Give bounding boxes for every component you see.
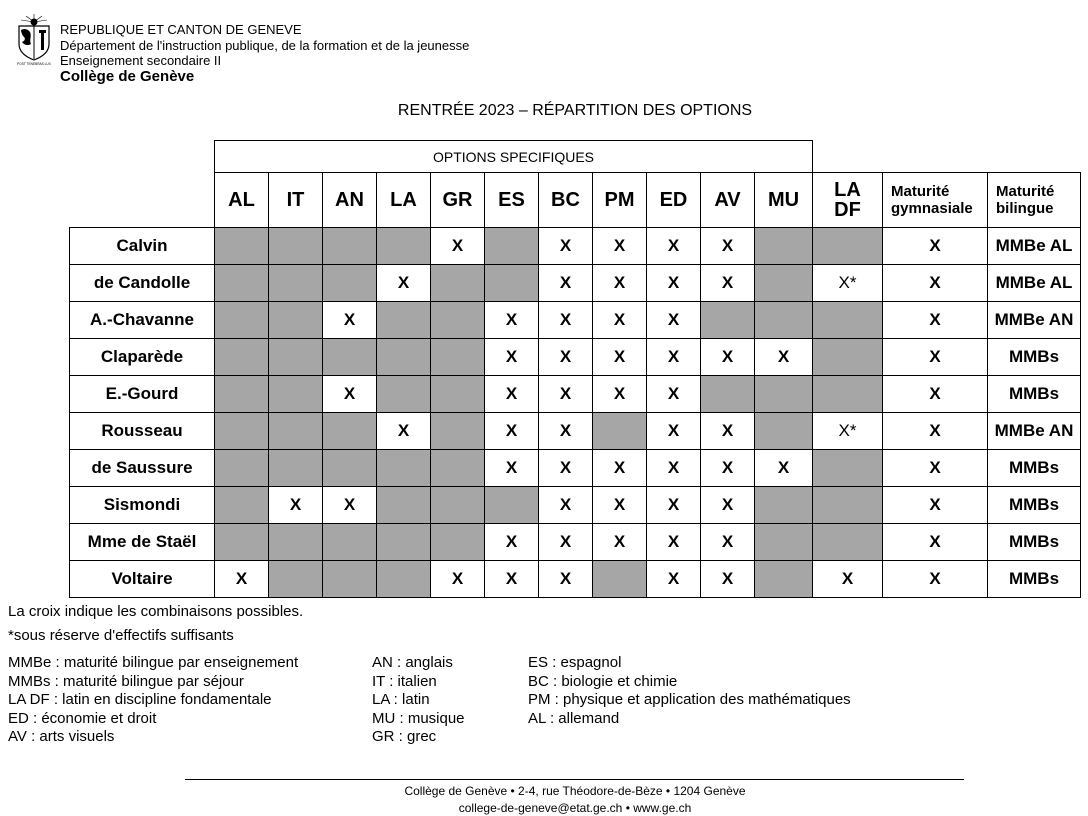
table-row bbox=[70, 265, 1081, 302]
legend-item: LA : latin bbox=[372, 691, 430, 708]
option-cell: X bbox=[539, 339, 593, 376]
ladf-cell: X bbox=[813, 561, 883, 598]
option-cell: X bbox=[701, 339, 755, 376]
option-cell: X bbox=[593, 524, 647, 561]
document-title: RENTRÉE 2023 – RÉPARTITION DES OPTIONS bbox=[397, 102, 753, 119]
option-cell: X bbox=[701, 487, 755, 524]
option-cell: X bbox=[647, 302, 701, 339]
table-row bbox=[70, 339, 1081, 376]
school-name: Calvin bbox=[70, 228, 215, 265]
option-cell bbox=[755, 302, 813, 339]
option-cell bbox=[215, 302, 269, 339]
option-cell: X bbox=[539, 376, 593, 413]
option-cell bbox=[431, 302, 485, 339]
maturite-bilingue-cell: MMBs bbox=[988, 487, 1081, 524]
option-cell: X bbox=[539, 228, 593, 265]
option-cell bbox=[269, 339, 323, 376]
legend-item: AV : arts visuels bbox=[8, 728, 115, 745]
geneva-crest-logo bbox=[14, 14, 54, 66]
header-department: Département de l'instruction publique, de la formation et de la jeunesse bbox=[60, 38, 470, 53]
col-header-maturite-gymnasiale bbox=[883, 173, 988, 228]
option-cell: X bbox=[539, 561, 593, 598]
maturite-gymnasiale-cell: X bbox=[883, 487, 988, 524]
note-asterisk: *sous réserve d'effectifs suffisants bbox=[8, 627, 234, 644]
school-name: Sismondi bbox=[70, 487, 215, 524]
ladf-cell bbox=[813, 450, 883, 487]
option-cell: X bbox=[323, 487, 377, 524]
maturite-gymnasiale-cell: X bbox=[883, 302, 988, 339]
option-cell: X bbox=[701, 561, 755, 598]
option-cell bbox=[269, 450, 323, 487]
option-cell: X bbox=[701, 228, 755, 265]
options-table bbox=[69, 140, 1081, 598]
col-header-bil-line2: bilingue bbox=[996, 200, 1054, 217]
legend-column-3 bbox=[528, 654, 851, 728]
maturite-gymnasiale-cell: X bbox=[883, 265, 988, 302]
option-cell bbox=[269, 228, 323, 265]
option-cell bbox=[593, 561, 647, 598]
header-college: Collège de Genève bbox=[60, 68, 195, 85]
option-cell: X bbox=[593, 487, 647, 524]
option-cell bbox=[701, 376, 755, 413]
table-row bbox=[70, 450, 1081, 487]
option-cell bbox=[431, 376, 485, 413]
option-cell bbox=[215, 450, 269, 487]
option-cell bbox=[755, 524, 813, 561]
table-row bbox=[70, 228, 1081, 265]
legend-item: ES : espagnol bbox=[528, 654, 622, 671]
table-row bbox=[70, 561, 1081, 598]
crest-motto: POST TENEBRAS LUX bbox=[17, 62, 51, 66]
option-cell bbox=[755, 561, 813, 598]
table-row bbox=[70, 376, 1081, 413]
note-cross-meaning: La croix indique les combinaisons possibles. bbox=[8, 603, 304, 620]
col-header: AV bbox=[701, 173, 755, 228]
option-cell: X bbox=[647, 487, 701, 524]
maturite-bilingue-cell: MMBe AN bbox=[988, 413, 1081, 450]
option-cell bbox=[755, 413, 813, 450]
school-name: Rousseau bbox=[70, 413, 215, 450]
table-row bbox=[70, 413, 1081, 450]
legend-column-1 bbox=[8, 654, 298, 747]
ladf-cell bbox=[813, 228, 883, 265]
option-cell: X bbox=[701, 524, 755, 561]
option-cell: X bbox=[539, 450, 593, 487]
table-corner-blank-2 bbox=[70, 173, 215, 228]
option-cell: X bbox=[539, 265, 593, 302]
option-cell: X bbox=[593, 376, 647, 413]
school-name: E.-Gourd bbox=[70, 376, 215, 413]
option-cell: X bbox=[593, 339, 647, 376]
col-header-gym-line1: Maturité bbox=[891, 183, 950, 200]
maturite-bilingue-cell: MMBe AL bbox=[988, 265, 1081, 302]
option-cell: X bbox=[539, 487, 593, 524]
footer-contact: college-de-geneve@etat.ge.ch • www.ge.ch bbox=[458, 801, 692, 815]
option-cell: X bbox=[485, 524, 539, 561]
group-header-options: OPTIONS SPECIFIQUES bbox=[215, 141, 813, 173]
option-cell: X bbox=[269, 487, 323, 524]
option-cell bbox=[593, 413, 647, 450]
maturite-gymnasiale-cell: X bbox=[883, 413, 988, 450]
legend-item: AL : allemand bbox=[528, 709, 620, 727]
option-cell bbox=[485, 228, 539, 265]
col-header-ladf-line2: DF bbox=[834, 199, 861, 221]
option-cell bbox=[377, 524, 431, 561]
option-cell bbox=[377, 376, 431, 413]
legend-item: MMBe : maturité bilingue par enseignement bbox=[8, 654, 299, 671]
option-cell bbox=[269, 302, 323, 339]
option-cell bbox=[215, 413, 269, 450]
col-header: PM bbox=[593, 173, 647, 228]
legend-column-2 bbox=[372, 654, 465, 747]
option-cell: X bbox=[701, 413, 755, 450]
option-cell: X bbox=[539, 302, 593, 339]
option-cell: X bbox=[593, 265, 647, 302]
option-cell bbox=[377, 450, 431, 487]
option-cell bbox=[269, 265, 323, 302]
option-cell bbox=[377, 302, 431, 339]
option-cell bbox=[431, 413, 485, 450]
option-cell: X bbox=[755, 339, 813, 376]
maturite-bilingue-cell: MMBs bbox=[988, 339, 1081, 376]
header-republic: REPUBLIQUE ET CANTON DE GENEVE bbox=[60, 22, 302, 37]
col-header: AL bbox=[215, 173, 269, 228]
col-header: BC bbox=[539, 173, 593, 228]
option-cell: X bbox=[647, 524, 701, 561]
option-cell bbox=[215, 228, 269, 265]
option-cell: X bbox=[485, 450, 539, 487]
legend-item: IT : italien bbox=[372, 672, 437, 690]
col-header: MU bbox=[755, 173, 813, 228]
option-cell: X bbox=[485, 339, 539, 376]
ladf-cell: X* bbox=[813, 265, 883, 302]
option-cell bbox=[323, 413, 377, 450]
option-cell bbox=[485, 487, 539, 524]
option-cell bbox=[215, 265, 269, 302]
option-cell: X bbox=[647, 376, 701, 413]
col-header: ES bbox=[485, 173, 539, 228]
col-header: ED bbox=[647, 173, 701, 228]
option-cell bbox=[215, 376, 269, 413]
legend-item: MU : musique bbox=[372, 709, 465, 727]
option-cell: X bbox=[593, 228, 647, 265]
option-cell bbox=[431, 265, 485, 302]
footer-address: Collège de Genève • 2-4, rue Théodore-de-Bèze • 1204 Genève bbox=[404, 784, 746, 798]
option-cell bbox=[323, 339, 377, 376]
maturite-bilingue-cell: MMBe AN bbox=[988, 302, 1081, 339]
ladf-cell bbox=[813, 339, 883, 376]
table-row bbox=[70, 524, 1081, 561]
col-header-bil-line1: Maturité bbox=[996, 183, 1055, 200]
option-cell: X bbox=[755, 450, 813, 487]
table-row bbox=[70, 487, 1081, 524]
option-cell bbox=[269, 376, 323, 413]
option-cell bbox=[485, 265, 539, 302]
ladf-cell bbox=[813, 302, 883, 339]
option-cell: X bbox=[323, 302, 377, 339]
option-cell bbox=[215, 487, 269, 524]
legend-item: AN : anglais bbox=[372, 654, 453, 671]
option-cell: X bbox=[485, 302, 539, 339]
option-cell: X bbox=[377, 265, 431, 302]
ladf-cell bbox=[813, 376, 883, 413]
maturite-bilingue-cell: MMBs bbox=[988, 561, 1081, 598]
col-header-gym-line2: gymnasiale bbox=[891, 200, 973, 217]
option-cell: X bbox=[647, 450, 701, 487]
footer-divider bbox=[185, 779, 964, 780]
option-cell bbox=[431, 487, 485, 524]
option-cell bbox=[377, 487, 431, 524]
col-header-ladf bbox=[813, 173, 883, 228]
option-cell: X bbox=[539, 413, 593, 450]
table-top-right-blank bbox=[813, 141, 1081, 173]
option-cell bbox=[431, 524, 485, 561]
col-header: GR bbox=[431, 173, 485, 228]
option-cell bbox=[323, 561, 377, 598]
option-cell: X bbox=[215, 561, 269, 598]
option-cell bbox=[701, 302, 755, 339]
maturite-bilingue-cell: MMBs bbox=[988, 524, 1081, 561]
school-name: Mme de Staël bbox=[70, 524, 215, 561]
maturite-gymnasiale-cell: X bbox=[883, 450, 988, 487]
option-cell: X bbox=[647, 561, 701, 598]
school-name: Voltaire bbox=[70, 561, 215, 598]
option-cell bbox=[755, 376, 813, 413]
option-cell bbox=[377, 228, 431, 265]
option-cell bbox=[755, 487, 813, 524]
option-cell: X bbox=[647, 413, 701, 450]
maturite-bilingue-cell: MMBs bbox=[988, 376, 1081, 413]
option-cell: X bbox=[485, 376, 539, 413]
legend-item: GR : grec bbox=[372, 728, 437, 745]
maturite-gymnasiale-cell: X bbox=[883, 228, 988, 265]
option-cell: X bbox=[485, 413, 539, 450]
ladf-cell bbox=[813, 524, 883, 561]
maturite-bilingue-cell: MMBs bbox=[988, 450, 1081, 487]
maturite-gymnasiale-cell: X bbox=[883, 376, 988, 413]
table-row bbox=[70, 302, 1081, 339]
option-cell bbox=[215, 339, 269, 376]
option-cell bbox=[323, 524, 377, 561]
option-cell bbox=[323, 265, 377, 302]
legend-item: LA DF : latin en discipline fondamentale bbox=[8, 691, 272, 708]
legend-item: PM : physique et application des mathématiques bbox=[528, 691, 851, 708]
legend-item: BC : biologie et chimie bbox=[528, 672, 678, 690]
option-cell bbox=[269, 524, 323, 561]
option-cell: X bbox=[485, 561, 539, 598]
option-cell: X bbox=[701, 450, 755, 487]
option-cell: X bbox=[431, 228, 485, 265]
col-header: IT bbox=[269, 173, 323, 228]
option-cell bbox=[431, 450, 485, 487]
maturite-gymnasiale-cell: X bbox=[883, 339, 988, 376]
legend-item: MMBs : maturité bilingue par séjour bbox=[8, 672, 244, 690]
option-cell bbox=[755, 265, 813, 302]
col-header: AN bbox=[323, 173, 377, 228]
option-cell: X bbox=[701, 265, 755, 302]
col-header-maturite-bilingue bbox=[988, 173, 1081, 228]
maturite-bilingue-cell: MMBe AL bbox=[988, 228, 1081, 265]
legend-item: ED : économie et droit bbox=[8, 709, 157, 727]
option-cell: X bbox=[647, 228, 701, 265]
header-teaching-level: Enseignement secondaire II bbox=[60, 53, 222, 68]
table-corner-blank bbox=[70, 141, 215, 173]
option-cell bbox=[323, 228, 377, 265]
option-cell bbox=[269, 561, 323, 598]
option-cell bbox=[755, 228, 813, 265]
option-cell: X bbox=[647, 265, 701, 302]
option-cell: X bbox=[539, 524, 593, 561]
option-cell: X bbox=[647, 339, 701, 376]
option-cell: X bbox=[593, 450, 647, 487]
option-cell bbox=[323, 450, 377, 487]
maturite-gymnasiale-cell: X bbox=[883, 524, 988, 561]
option-cell bbox=[269, 413, 323, 450]
option-cell: X bbox=[593, 302, 647, 339]
option-cell bbox=[215, 524, 269, 561]
school-name: Claparède bbox=[70, 339, 215, 376]
option-cell: X bbox=[431, 561, 485, 598]
school-name: de Saussure bbox=[70, 450, 215, 487]
col-header: LA bbox=[377, 173, 431, 228]
school-name: A.-Chavanne bbox=[70, 302, 215, 339]
table-body bbox=[70, 228, 1081, 598]
ladf-cell bbox=[813, 487, 883, 524]
option-cell bbox=[377, 561, 431, 598]
col-header-ladf-line1: LA bbox=[834, 179, 861, 201]
option-cell bbox=[431, 339, 485, 376]
maturite-gymnasiale-cell: X bbox=[883, 561, 988, 598]
ladf-cell: X* bbox=[813, 413, 883, 450]
option-cell: X bbox=[377, 413, 431, 450]
option-cell: X bbox=[323, 376, 377, 413]
option-cell bbox=[377, 339, 431, 376]
school-name: de Candolle bbox=[70, 265, 215, 302]
